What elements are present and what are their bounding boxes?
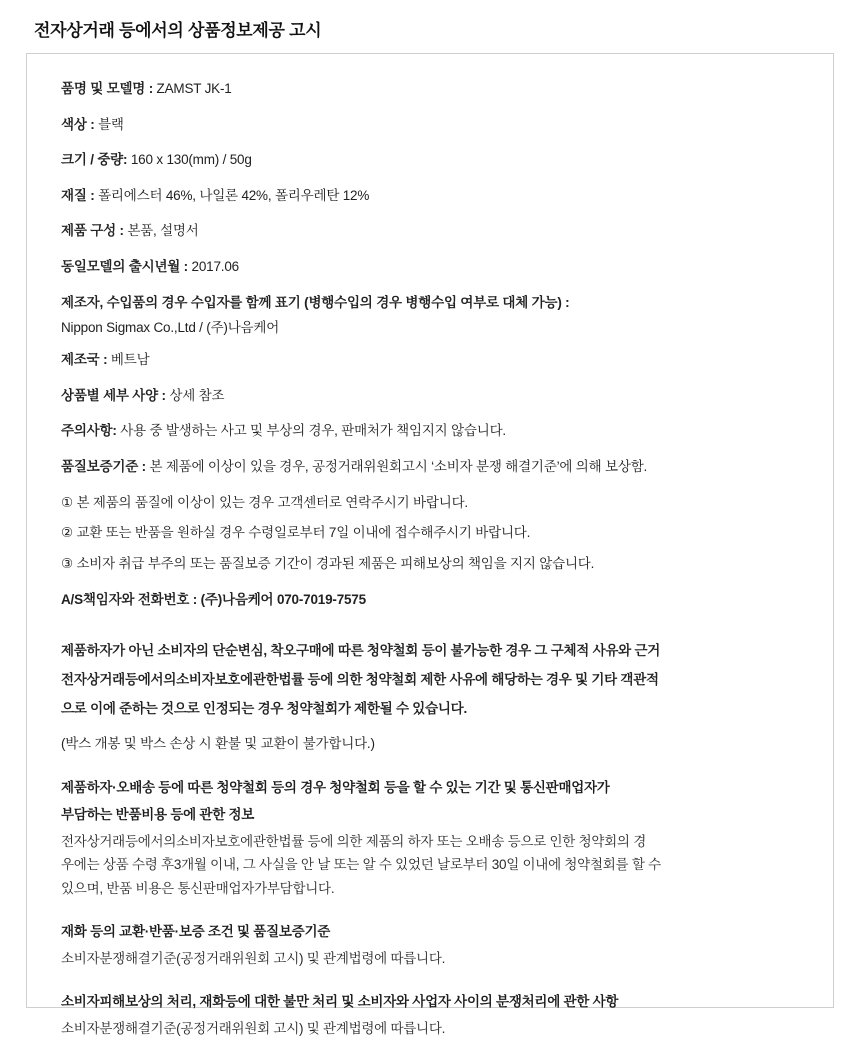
section-1-heading-line-2: 부담하는 반품비용 등에 관한 정보: [61, 806, 255, 822]
spec-label: 색상 :: [61, 116, 99, 132]
spec-label: A/S책임자와 전화번호 :: [61, 592, 201, 608]
spec-row-detail-spec: [61, 385, 803, 407]
spec-row-product-name: [61, 78, 803, 100]
spec-row-origin: [61, 349, 803, 371]
spacer: [61, 625, 803, 639]
manufacturer-label: 제조자, 수입품의 경우 수입자를 함께 표기 (병행수입의 경우 병행수입 여부로 대체 가능) :: [61, 294, 570, 310]
withdrawal-line-1: 제품하자가 아닌 소비자의 단순변심, 착오구매에 따른 청약철회 등이 불가능한 경우 그 구체적 사유와 근거: [61, 643, 661, 659]
spec-value: 폴리에스터 46%, 나일론 42%, 폴리우레탄 12%: [98, 187, 370, 203]
manufacturer-value: Nippon Sigmax Co.,Ltd / (주)나음케어: [61, 320, 280, 336]
spec-label: 동일모델의 출시년월 :: [61, 258, 192, 274]
section-1-body-line-1: 전자상거래등에서의소비자보호에관한법률 등에 의한 제품의 하자 또는 오배송 등으로 인한 청약회의 경: [61, 834, 647, 850]
spec-value: 160 x 130(mm) / 50g: [130, 152, 252, 168]
spec-value: (주)나음케어 070-7019-7575: [200, 592, 366, 608]
spec-row-warranty: [61, 456, 803, 478]
spec-row-release-date: [61, 256, 803, 278]
warranty-item-3: ③ 소비자 취급 부주의 또는 품질보증 기간이 경과된 제품은 피해보상의 책임을 지지 않습니다.: [61, 555, 595, 571]
section-3-heading: 소비자피해보상의 처리, 재화등에 대한 불만 처리 및 소비자와 사업자 사이의 분쟁처리에 관한 사항: [61, 994, 619, 1010]
spec-row-caution: [61, 420, 803, 442]
product-info-box: [26, 53, 834, 1037]
withdrawal-line-2: 전자상거래등에서의소비자보호에관한법률 등에 의한 청약철회 제한 사유에 해당하는 경우 및 기타 객관적: [61, 672, 659, 688]
spec-label: 제품 구성 :: [61, 223, 128, 239]
spec-row-as-contact: [61, 589, 803, 611]
spec-label: 제조국 :: [61, 352, 111, 368]
section-1-body-line-2: 우에는 상품 수령 후3개월 이내, 그 사실을 안 날 또는 알 수 있었던 날로부터 30일 이내에 청약철회를 할 수: [61, 857, 661, 873]
section-1-body-line-3: 있으며, 반품 비용은 통신판매업자가부담합니다.: [61, 880, 335, 896]
section-2-body: 소비자분쟁해결기준(공정거래위원회 고시) 및 관계법령에 따릅니다.: [61, 950, 446, 966]
spacer: [61, 970, 803, 990]
page-title: 전자상거래 등에서의 상품정보제공 고시: [34, 21, 322, 40]
spec-label: 재질 :: [61, 187, 99, 203]
spacer: [61, 900, 803, 920]
spec-value: 상세 참조: [169, 387, 225, 403]
spec-row-color: [61, 114, 803, 136]
withdrawal-line-3: 으로 이에 준하는 것으로 인정되는 경우 청약철회가 제한될 수 있습니다.: [61, 701, 467, 717]
spec-label: 품질보증기준 :: [61, 459, 150, 475]
spec-value: 본 제품에 이상이 있을 경우, 공정거래위원회고시 ‘소비자 분쟁 해결기준’에 의해 보상함.: [149, 459, 648, 475]
spec-row-components: [61, 220, 803, 242]
product-info-content: [27, 54, 833, 1051]
spec-value: 2017.06: [191, 258, 239, 274]
spec-row-material: [61, 185, 803, 207]
spec-label: 주의사항:: [61, 423, 121, 439]
spec-value: ZAMST JK-1: [156, 81, 232, 96]
section-1-heading-line-1: 제품하자·오배송 등에 따른 청약철회 등의 경우 청약철회 등을 할 수 있는 기간 및 통신판매업자가: [61, 779, 610, 795]
section-3-body: 소비자분쟁해결기준(공정거래위원회 고시) 및 관계법령에 따릅니다.: [61, 1021, 446, 1037]
warranty-item-1: ① 본 제품의 품질에 이상이 있는 경우 고객센터로 연락주시기 바랍니다.: [61, 494, 468, 510]
spec-value: 사용 중 발생하는 사고 및 부상의 경우, 판매처가 책임지지 않습니다.: [120, 423, 506, 439]
spec-label: 품명 및 모델명 :: [61, 81, 157, 96]
spacer: [61, 756, 803, 776]
spec-label: 크기 / 중량:: [61, 152, 131, 168]
spec-value: 블랙: [98, 116, 124, 132]
spec-row-size-weight: [61, 149, 803, 171]
spec-label: 상품별 세부 사양 :: [61, 387, 170, 403]
spec-value: 베트남: [110, 352, 150, 368]
withdrawal-note: (박스 개봉 및 박스 손상 시 환불 및 교환이 불가합니다.): [61, 735, 375, 751]
warranty-item-2: ② 교환 또는 반품을 원하실 경우 수령일로부터 7일 이내에 접수해주시기 바랍니다.: [61, 525, 531, 541]
spec-value: 본품, 설명서: [127, 223, 199, 239]
section-2-heading: 재화 등의 교환·반품·보증 조건 및 품질보증기준: [61, 923, 331, 939]
